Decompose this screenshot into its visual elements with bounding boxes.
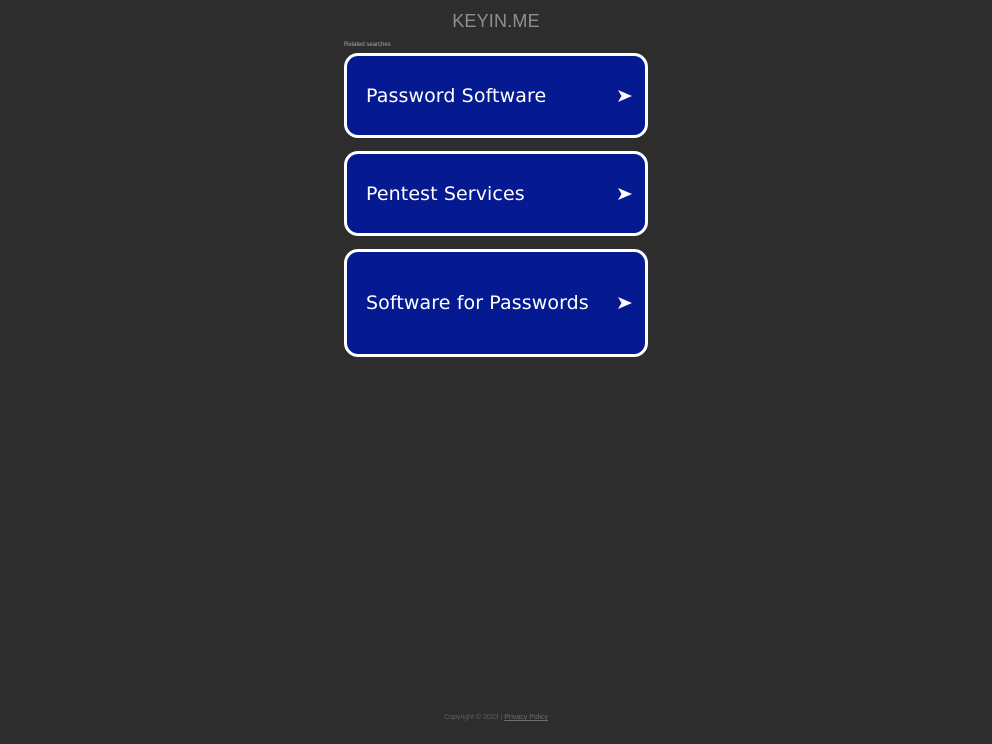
related-searches-list bbox=[344, 53, 648, 370]
privacy-policy-link[interactable]: Privacy Policy bbox=[504, 714, 548, 721]
arrow-right-icon bbox=[617, 296, 633, 310]
related-search-label: Software for Passwords bbox=[366, 292, 589, 314]
related-search-software-for-passwords[interactable] bbox=[344, 249, 648, 357]
footer bbox=[0, 714, 992, 721]
related-search-password-software[interactable] bbox=[344, 53, 648, 138]
related-searches-label: Related searches bbox=[344, 42, 391, 48]
copyright-text: Copyright © 2023 | bbox=[444, 714, 503, 721]
site-title: KEYIN.ME bbox=[452, 11, 540, 31]
arrow-right-icon bbox=[617, 89, 633, 103]
related-search-label: Pentest Services bbox=[366, 182, 525, 205]
related-search-pentest-services[interactable] bbox=[344, 151, 648, 236]
arrow-right-icon bbox=[617, 187, 633, 201]
related-search-label: Password Software bbox=[366, 84, 547, 107]
